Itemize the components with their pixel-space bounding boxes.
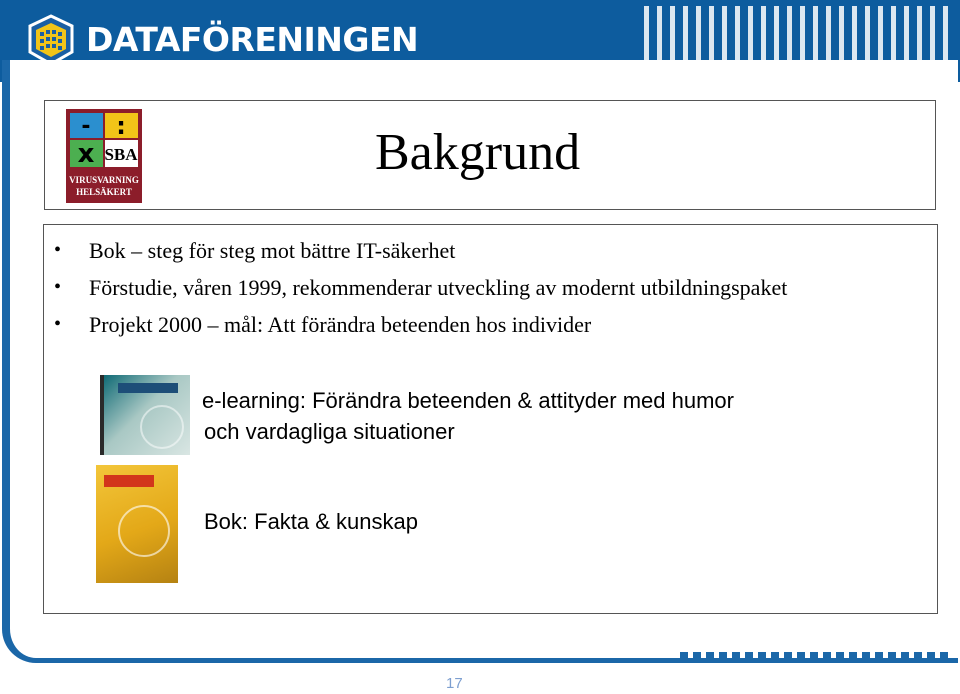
logo-brand: SBA xyxy=(104,145,138,164)
logo-symbol-times: x xyxy=(77,139,95,169)
bottom-dots xyxy=(680,652,950,658)
bullet-item: • Förstudie, våren 1999, rekommenderar utveckling av modernt utbildningspaket xyxy=(54,271,787,308)
sba-virus-warning-logo-icon xyxy=(66,109,142,203)
content-box xyxy=(43,224,938,614)
logo-caption-2: HELSÄKERT xyxy=(76,187,132,197)
slide-title: Bakgrund xyxy=(375,124,581,181)
bullet-list xyxy=(54,234,787,345)
title-box xyxy=(44,100,936,210)
logo-symbol-minus: - xyxy=(81,114,91,139)
bullet-item: • Projekt 2000 – mål: Att förändra beteenden hos individer xyxy=(54,308,787,345)
logo-symbol-colon: : xyxy=(116,112,126,140)
bullet-item: • Bok – steg för steg mot bättre IT-säkerhet xyxy=(54,234,787,271)
brand-name: DATAFÖRENINGEN xyxy=(86,20,419,59)
book-cover-image xyxy=(96,465,178,583)
cd-description xyxy=(202,385,734,447)
cd-line-1: e-learning: Förändra beteenden & attityder med humor xyxy=(202,388,734,413)
logo-caption-1: VIRUSVARNING xyxy=(69,175,139,185)
page-number: 17 xyxy=(446,675,463,692)
cd-line-2: och vardagliga situationer xyxy=(204,419,455,444)
book-description: Bok: Fakta & kunskap xyxy=(204,509,418,534)
cd-cover-image xyxy=(100,375,190,455)
